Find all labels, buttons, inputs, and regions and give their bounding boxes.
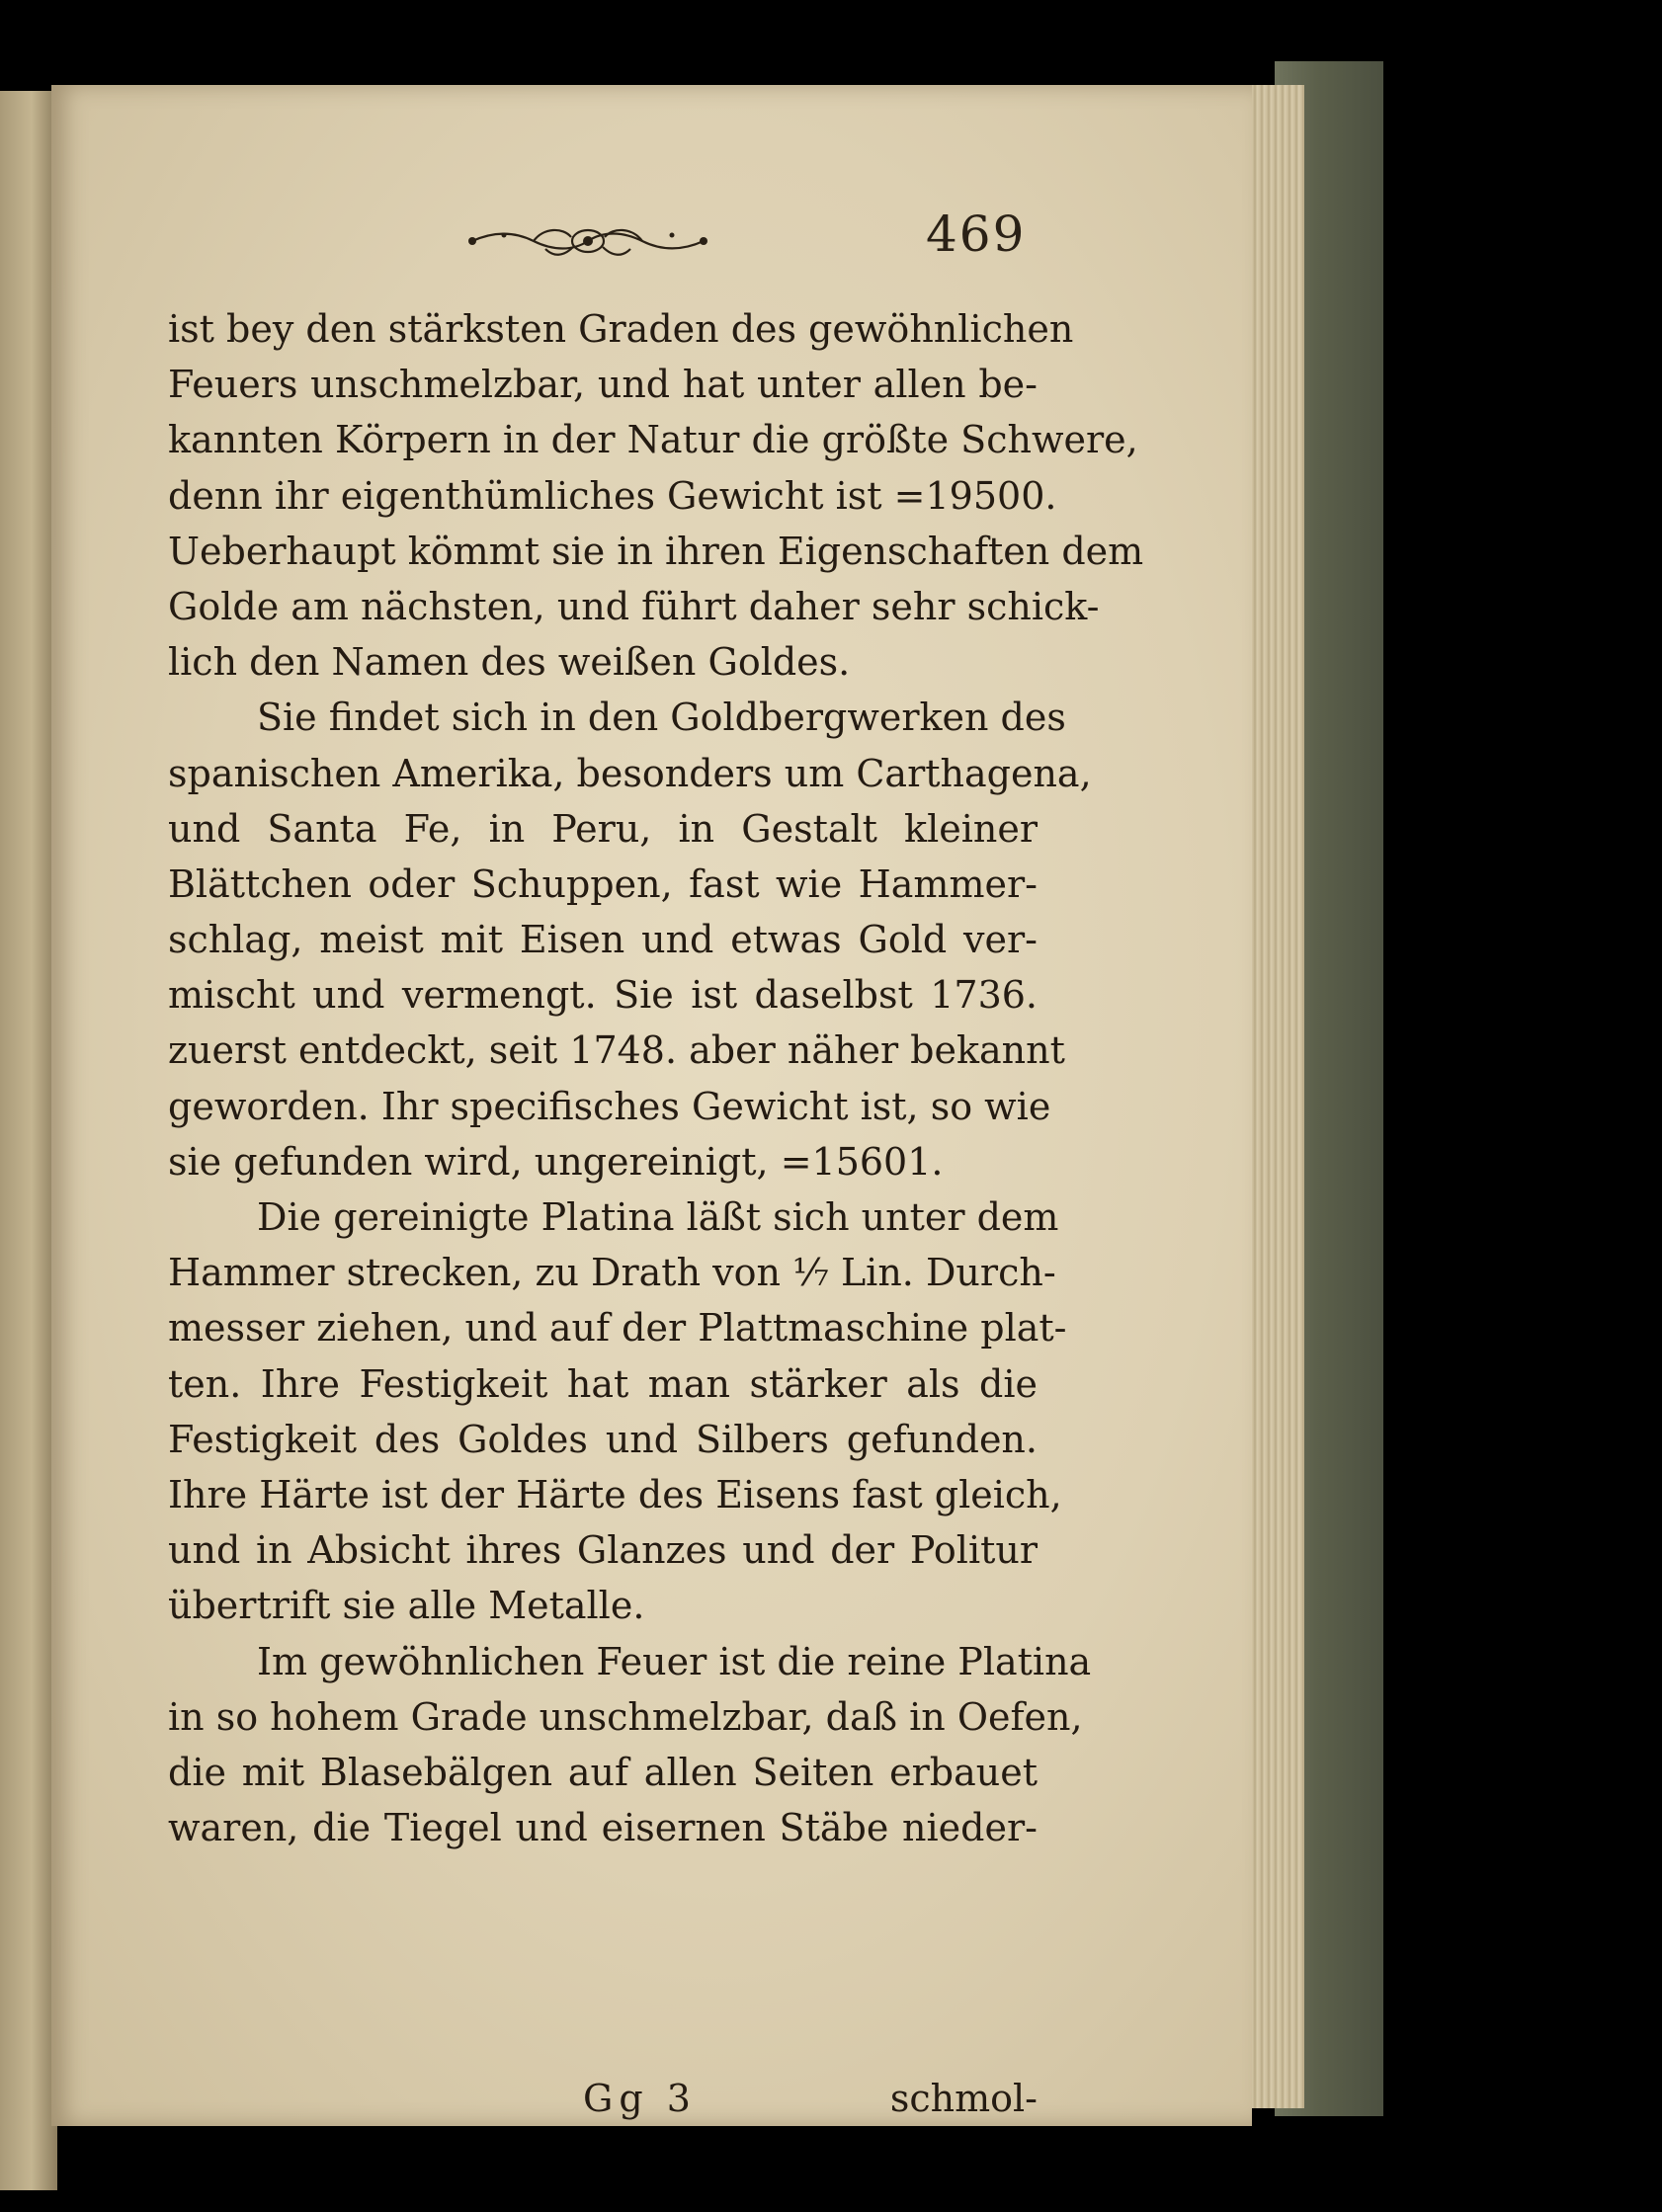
- text-line: Die gereinigte Platina läßt sich unter dem: [257, 1195, 1059, 1239]
- page-footer: [168, 2077, 1038, 2136]
- text-line: waren, die Tiegel und eisernen Stäbe nieder-: [168, 1806, 1038, 1850]
- text-line: schlag, meist mit Eisen und etwas Gold ver-: [168, 918, 1038, 962]
- catchword: schmol-: [889, 2077, 1038, 2120]
- text-line: Blättchen oder Schuppen, fast wie Hammer-: [168, 861, 1038, 906]
- text-line: mischt und vermengt. Sie ist daselbst 1736.: [168, 973, 1038, 1018]
- page-number: 469: [926, 205, 1027, 263]
- text-line: und Santa Fe, in Peru, in Gestalt kleiner: [168, 806, 1038, 851]
- text-line: Sie findet sich in den Goldbergwerken des: [257, 696, 1066, 740]
- text-line: ten. Ihre Festigkeit hat man stärker als die: [168, 1361, 1038, 1406]
- text-line: übertrift sie alle Metalle.: [168, 1584, 645, 1628]
- text-line: die mit Blasebälgen auf allen Seiten erbauet: [168, 1750, 1038, 1794]
- page-header: [464, 205, 1047, 267]
- floral-ornament-icon: [464, 223, 711, 259]
- text-line: Ihre Härte ist der Härte des Eisens fast gleich,: [168, 1472, 1062, 1516]
- text-line: geworden. Ihr specifisches Gewicht ist, so wie: [168, 1084, 1051, 1128]
- text-line: Golde am nächsten, und führt daher sehr schick-: [168, 584, 1100, 628]
- text-line: Ueberhaupt kömmt sie in ihren Eigenschaften dem: [168, 529, 1144, 573]
- left-page-edge: [0, 91, 57, 2190]
- text-line: und in Absicht ihres Glanzes und der Politur: [168, 1528, 1038, 1573]
- text-line: zuerst entdeckt, seit 1748. aber näher bekannt: [168, 1028, 1065, 1073]
- text-line: lich den Namen des weißen Goldes.: [168, 640, 851, 685]
- text-line: Hammer strecken, zu Drath von ⅐ Lin. Durch-: [168, 1251, 1056, 1295]
- text-line: denn ihr eigenthümliches Gewicht ist =19500.: [168, 473, 1057, 518]
- text-line: Feuers unschmelzbar, und hat unter allen be-: [168, 363, 1038, 407]
- text-line: kannten Körpern in der Natur die größte Schwere,: [168, 418, 1138, 462]
- text-line: Im gewöhnlichen Feuer ist die reine Platina: [257, 1639, 1092, 1683]
- body-text: [168, 301, 1144, 1855]
- text-line: sie gefunden wird, ungereinigt, =15601.: [168, 1139, 944, 1184]
- text-line: spanischen Amerika, besonders um Carthagena,: [168, 751, 1092, 795]
- text-line: messer ziehen, und auf der Plattmaschine plat-: [168, 1306, 1067, 1351]
- signature-mark: Gg 3: [583, 2077, 697, 2120]
- text-line: Festigkeit des Goldes und Silbers gefunden.: [168, 1417, 1038, 1461]
- text-line: in so hohem Grade unschmelzbar, daß in Oefen,: [168, 1694, 1083, 1739]
- text-line: ist bey den stärksten Graden des gewöhnlichen: [168, 307, 1074, 351]
- page-stack-edges: [1243, 85, 1304, 2108]
